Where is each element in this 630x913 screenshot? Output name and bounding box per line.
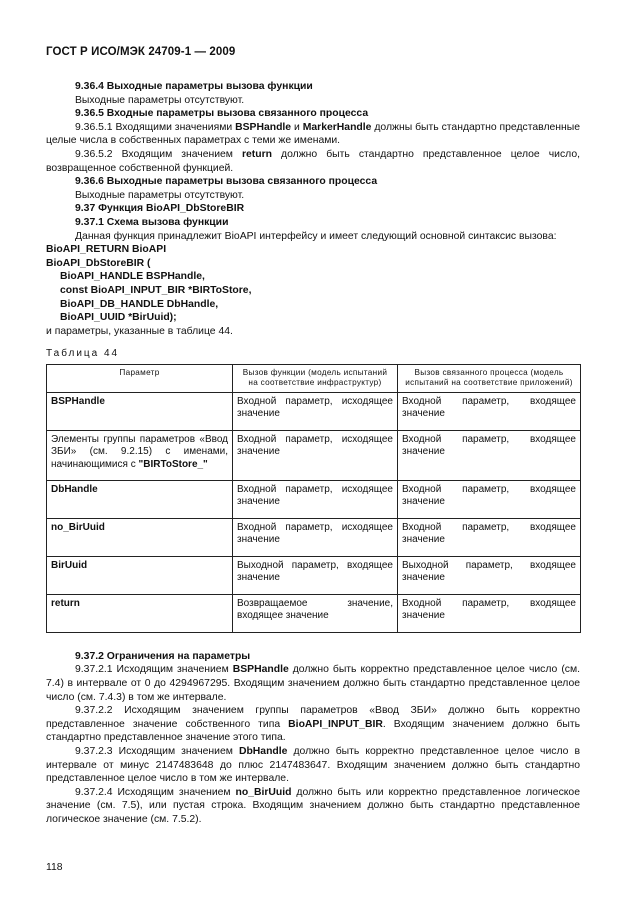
- bold-term: no_BirUuid: [235, 786, 292, 798]
- text-run: 9.37.2.4 Исходящим значением: [75, 786, 236, 798]
- parameter-cell: BirUuid: [47, 556, 233, 594]
- function-call-cell: Входной параметр, исходящее значение: [233, 518, 398, 556]
- text-run: должно быть корректно представленное целое число (см. 7.4) в интервале от 0 до 4294967295. Входящим значением должно быть стандартно представленное целое число (см. 7.4.3) в том же интервале.: [46, 664, 581, 703]
- code-line: BioAPI_HANDLE BSPHandle,: [60, 271, 205, 283]
- linked-process-cell: Входной параметр, входящее значение: [398, 392, 581, 430]
- linked-process-cell: Входной параметр, входящее значение: [398, 480, 581, 518]
- text-run: 9.36.5.1 Входящими значениями: [75, 121, 236, 133]
- section-9-37-2-heading: 9.37.2 Ограничения на параметры: [75, 650, 251, 662]
- parameter-cell: BSPHandle: [47, 392, 233, 430]
- text-run: должно быть стандартно представленное целое число, возвращенное собственной функцией.: [46, 148, 580, 174]
- table-row: [47, 556, 581, 594]
- bold-term: BSPHandle: [232, 664, 289, 676]
- code-line: BioAPI_UUID *BirUuid);: [60, 312, 177, 324]
- table-row: [47, 392, 581, 430]
- function-call-cell: Входной параметр, исходящее значение: [233, 392, 398, 430]
- column-header: Параметр: [47, 364, 233, 392]
- function-call-cell: Выходной параметр, входящее значение: [233, 556, 398, 594]
- document-body: [46, 80, 580, 827]
- code-line: BioAPI_DbStoreBIR (: [46, 257, 151, 269]
- code-line: const BioAPI_INPUT_BIR *BIRToStore,: [60, 284, 252, 296]
- code-line: BioAPI_DB_HANDLE DbHandle,: [60, 298, 219, 310]
- section-9-36-5-heading: 9.36.5 Входные параметры вызова связанного процесса: [75, 108, 369, 120]
- standard-header: ГОСТ Р ИСО/МЭК 24709-1 — 2009: [46, 46, 236, 58]
- function-call-cell: Входной параметр, исходящее значение: [233, 430, 398, 480]
- function-call-cell: Входной параметр, исходящее значение: [233, 480, 398, 518]
- bold-term: return: [241, 148, 273, 160]
- text-run: . Входящим значением должно быть стандартно представленное значение этого типа.: [46, 718, 581, 744]
- bold-term: DbHandle: [238, 746, 288, 758]
- section-9-36-4-heading: 9.36.4 Выходные параметры вызова функции: [75, 81, 313, 92]
- text-run: 9.37.2.3 Исходящим значением: [75, 746, 239, 758]
- paragraph-9-36-5-2: [46, 148, 580, 175]
- text-run: Элементы группы параметров «Ввод ЗБИ» (см. 9.2.15) с именами, начинающимися с: [51, 433, 228, 470]
- table-row: [47, 430, 581, 480]
- table-caption: Таблица 44: [46, 348, 120, 360]
- section-9-37-1-heading: 9.37.1 Схема вызова функции: [75, 216, 229, 228]
- code-line: BioAPI_RETURN BioAPI: [46, 244, 167, 256]
- parameter-cell: DbHandle: [47, 480, 233, 518]
- paragraph-9-37-2-1: [46, 663, 580, 704]
- section-9-36-6-heading: 9.36.6 Выходные параметры вызова связанного процесса: [75, 176, 378, 188]
- linked-process-cell: Входной параметр, входящее значение: [398, 594, 581, 632]
- parameter-cell: [47, 430, 233, 480]
- after-code-text: и параметры, указанные в таблице 44.: [46, 325, 233, 337]
- table-row: [47, 594, 581, 632]
- text-run: должно быть корректно представленное целое число в интервале от минус 2147483648 до плюс 2147483647. Входящим значением должно быть стандартно представленное целое число в том же интервале.: [46, 746, 581, 785]
- text-run: должны быть стандартно представленные целые числа в собственных параметрах с теми же именами.: [46, 121, 581, 147]
- text-run: 9.37.2.2 Исходящим значением группы параметров «Ввод ЗБИ» должно быть корректно представленное значение собственного типа: [46, 705, 580, 730]
- linked-process-cell: Входной параметр, входящее значение: [398, 430, 581, 480]
- text-run: должно быть или корректно представленное логическое значение (см. 7.5), или пустая строка. Входящим значением должно быть стандартно представленное логическое значение (см. 7.5.2).: [46, 786, 580, 825]
- linked-process-cell: Выходной параметр, входящее значение: [398, 556, 581, 594]
- section-9-36-4-text: Выходные параметры отсутствуют.: [75, 94, 245, 106]
- bold-term: BioAPI_INPUT_BIR: [288, 718, 383, 730]
- syntax-intro: Данная функция принадлежит BioAPI интерфейсу и имеет следующий основной синтаксис вызова:: [75, 230, 557, 242]
- bold-term: BSPHandle: [235, 121, 292, 133]
- bold-term: "BIRToStore_": [138, 458, 208, 470]
- text-run: 9.37.2.1 Исходящим значением: [75, 664, 233, 676]
- column-header: Вызов связанного процесса (модель испытаний на соответствие приложений): [398, 364, 581, 392]
- table-row: [47, 480, 581, 518]
- table-row: [47, 518, 581, 556]
- page-number: 118: [46, 862, 63, 873]
- text-run: 9.36.5.2 Входящим значением: [75, 148, 242, 160]
- parameter-cell: return: [47, 594, 233, 632]
- paragraph-9-37-2-4: [46, 786, 580, 827]
- paragraph-9-36-5-1: [46, 121, 580, 148]
- section-9-36-6-text: Выходные параметры отсутствуют.: [75, 189, 245, 201]
- section-9-37-2: [46, 650, 580, 827]
- paragraph-9-37-2-3: [46, 745, 580, 786]
- section-9-37-heading: 9.37 Функция BioAPI_DbStoreBIR: [75, 203, 245, 215]
- function-call-cell: Возвращаемое значение, входящее значение: [233, 594, 398, 632]
- parameter-cell: no_BirUuid: [47, 518, 233, 556]
- table-header-row: [47, 364, 581, 392]
- parameters-table: [46, 364, 581, 633]
- paragraph-9-37-2-2: [46, 704, 580, 745]
- linked-process-cell: Входной параметр, входящее значение: [398, 518, 581, 556]
- text-run: и: [291, 121, 303, 133]
- bold-term: MarkerHandle: [302, 121, 372, 133]
- column-header: Вызов функции (модель испытаний на соответствие инфраструктур): [233, 364, 398, 392]
